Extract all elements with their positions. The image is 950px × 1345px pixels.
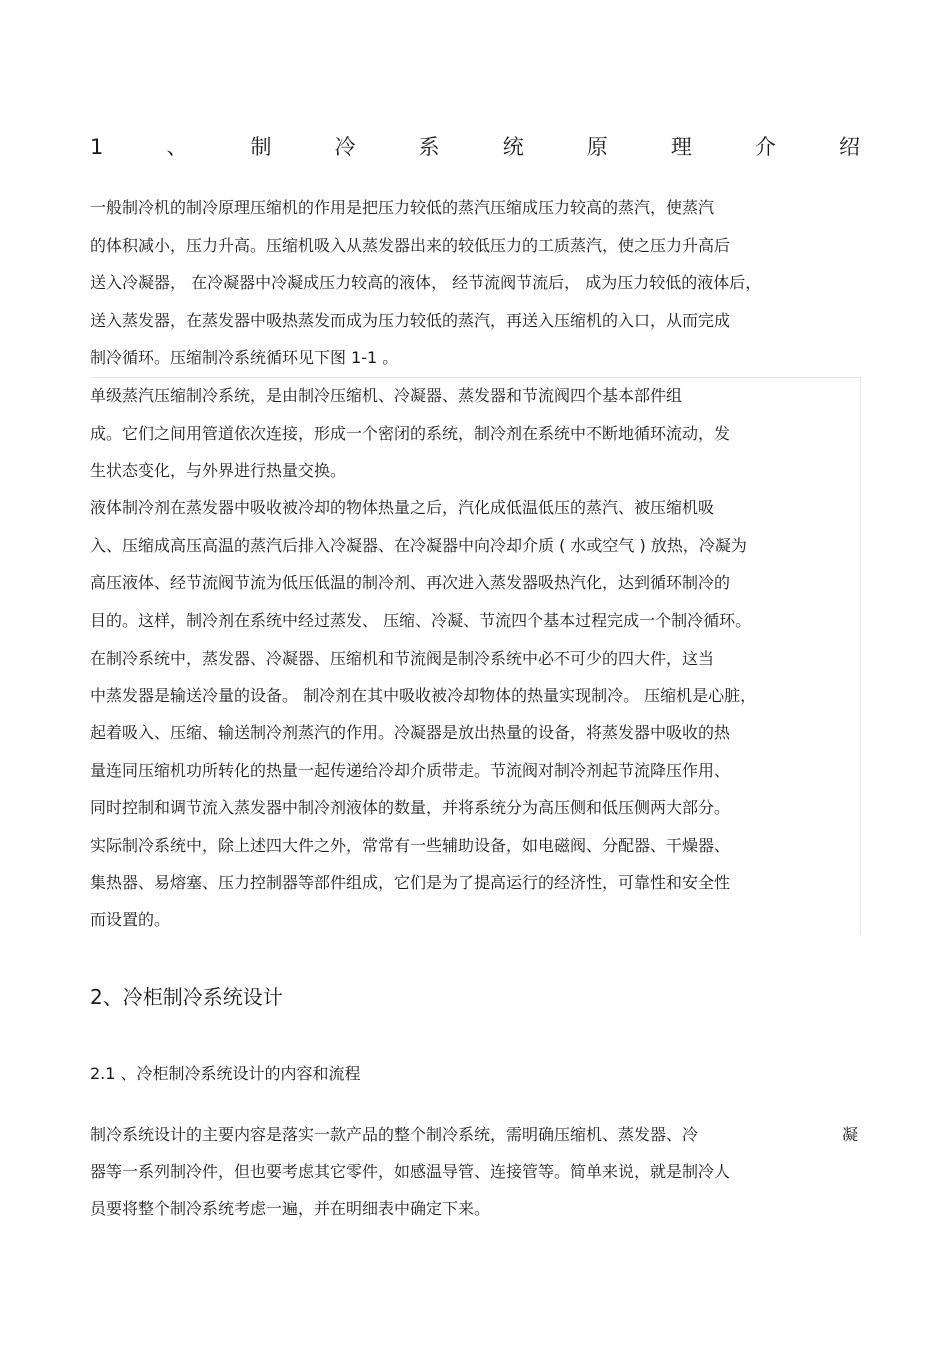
text-line: 送入冷凝器， 在冷凝器中冷凝成压力较高的液体， 经节流阀节流后， 成为压力较低的液体后，: [90, 273, 762, 292]
text-line: 在制冷系统中，蒸发器、冷凝器、压缩机和节流阀是制冷系统中必不可少的四大件，这当: [90, 649, 715, 668]
text-line: 而设置的。: [90, 910, 171, 929]
text-line: 量连同压缩机功所转化的热量一起传递给冷却介质带走。节流阀对制冷剂起节流降压作用、: [90, 761, 731, 780]
heading-char: 理: [670, 135, 692, 159]
text-line: 液体制冷剂在蒸发器中吸收被冷却的物体热量之后，汽化成低温低压的蒸汽、被压缩机吸: [90, 498, 715, 517]
heading-char: 介: [754, 135, 776, 159]
text-line: 中蒸发器是输送冷量的设备。 制冷剂在其中吸收被冷却物体的热量实现制冷。 压缩机是心脏，: [90, 686, 757, 705]
text-line: 单级蒸汽压缩制冷系统，是由制冷压缩机、冷凝器、蒸发器和节流阀四个基本部件组: [90, 386, 683, 405]
section-2-heading: 2、冷柜制冷系统设计: [90, 985, 283, 1009]
section-2-1-heading: 2.1 、冷柜制冷系统设计的内容和流程: [90, 1064, 361, 1083]
text-line: 入、压缩成高压高温的蒸汽后排入冷凝器、在冷凝器中向冷却介质 ( 水或空气 ) 放热，冷凝为: [90, 536, 747, 555]
text-line: 生状态变化，与外界进行热量交换。: [90, 461, 347, 480]
heading-char: 绍: [838, 135, 860, 159]
text-line: 制冷循环。压缩制冷系统循环见下图 1-1 。: [90, 348, 399, 367]
text-line: 制冷系统设计的主要内容是落实一款产品的整个制冷系统，需明确压缩机、蒸发器、冷: [90, 1125, 699, 1144]
heading-char: 统: [502, 135, 524, 159]
text-line: 成。它们之间用管道依次连接，形成一个密闭的系统，制冷剂在系统中不断地循环流动，发: [90, 424, 731, 443]
text-line: 集热器、易熔塞、压力控制器等部件组成，它们是为了提高运行的经济性，可靠性和安全性: [90, 873, 731, 892]
text-line-end-char: 凝: [842, 1125, 859, 1144]
text-line: 一般制冷机的制冷原理压缩机的作用是把压力较低的蒸汽压缩成压力较高的蒸汽，使蒸汽: [90, 198, 715, 217]
heading-char: 制: [250, 135, 272, 159]
section-1-heading: [90, 135, 860, 159]
text-line: 器等一系列制冷件，但也要考虑其它零件，如感温导管、连接管等。简单来说，就是制冷人: [90, 1162, 731, 1181]
text-line: 目的。这样，制冷剂在系统中经过蒸发、 压缩、冷凝、节流四个基本过程完成一个制冷循环。: [90, 611, 752, 630]
heading-char: 冷: [334, 135, 356, 159]
text-line: 送入蒸发器，在蒸发器中吸热蒸发而成为压力较低的蒸汽，再送入压缩机的入口，从而完成: [90, 311, 731, 330]
text-line: 起着吸入、压缩、输送制冷剂蒸汽的作用。冷凝器是放出热量的设备，将蒸发器中吸收的热: [90, 723, 731, 742]
heading-char: 原: [586, 135, 608, 159]
text-line: 的体积减小，压力升高。压缩机吸入从蒸发器出来的较低压力的工质蒸汽，使之压力升高后: [90, 236, 731, 255]
text-line: 同时控制和调节流入蒸发器中制冷剂液体的数量，并将系统分为高压侧和低压侧两大部分。: [90, 798, 731, 817]
heading-char: 1: [90, 135, 104, 159]
text-line: 高压液体、经节流阀节流为低压低温的制冷剂、再次进入蒸发器吸热汽化，达到循环制冷的: [90, 573, 731, 592]
text-line: 实际制冷系统中，除上述四大件之外，常常有一些辅助设备，如电磁阀、分配器、干燥器、: [90, 836, 731, 855]
text-line: 员要将整个制冷系统考虑一遍，并在明细表中确定下来。: [90, 1199, 491, 1218]
heading-char: 系: [418, 135, 440, 159]
heading-char: 、: [166, 135, 188, 159]
